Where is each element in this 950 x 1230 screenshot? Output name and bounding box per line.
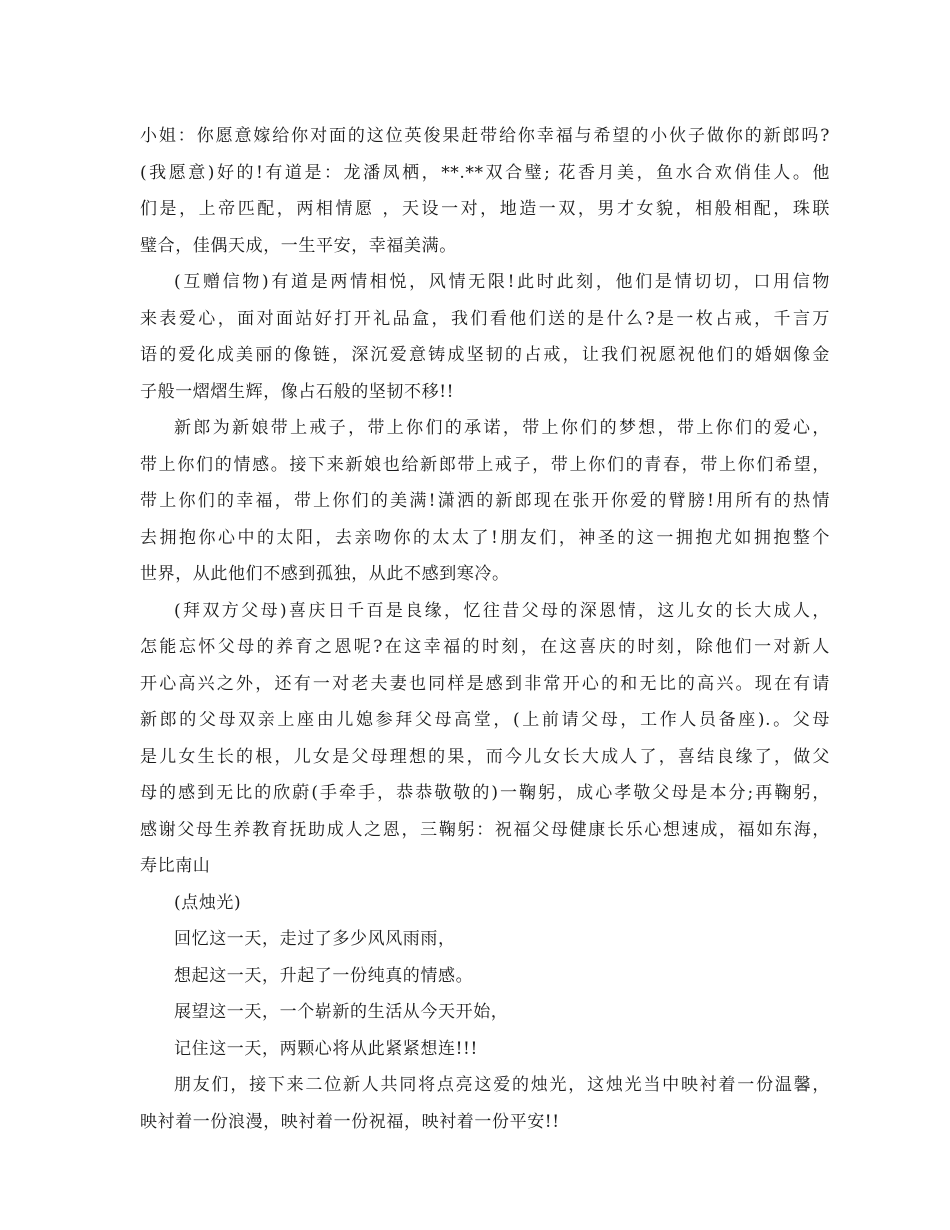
paragraph-p1 [140, 118, 830, 264]
paragraph-p4 [140, 593, 830, 885]
text-line: 璧合，佳偶天成，一生平安，幸福美满。 [140, 235, 457, 256]
document-page [140, 118, 830, 1140]
text-line: 怎能忘怀父母的养育之恩呢?在这幸福的时刻，在这喜庆的时刻，除他们一对新人 [140, 637, 830, 657]
text-line: 记住这一天，两颗心将从此紧紧想连!!! [174, 1038, 478, 1059]
text-line: 是儿女生长的根，儿女是父母理想的果，而今儿女长大成人了，喜结良缘了，做父 [140, 746, 830, 767]
paragraph-p5 [140, 885, 830, 922]
text-line: 们是，上帝匹配，两相情愿 ，天设一对，地造一双，男才女貌，相般相配，珠联 [140, 199, 830, 219]
text-line: 带上你们的幸福，带上你们的美满!潇洒的新郎现在张开你爱的臂膀!用所有的热情 [140, 491, 830, 511]
text-line: 来表爱心，面对面站好打开礼品盒，我们看他们送的是什么?是一枚占戒，千言万 [140, 308, 830, 329]
text-line: (我愿意)好的!有道是：龙潘凤栖，**.**双合璧; 花香月美，鱼水合欢俏佳人。他 [140, 162, 830, 183]
text-line: 映衬着一份浪漫，映衬着一份祝福，映衬着一份平安!! [140, 1111, 560, 1132]
text-line: (拜双方父母)喜庆日千百是良缘，忆往昔父母的深恩情，这儿女的长大成人， [174, 600, 830, 621]
text-line: (点烛光) [174, 892, 242, 913]
paragraph-p7 [140, 958, 830, 995]
text-line: 语的爱化成美丽的像链，深沉爱意铸成坚韧的占戒，让我们祝愿祝他们的婚姻像金 [140, 345, 830, 365]
paragraph-p2 [140, 264, 830, 410]
text-line: 新郎的父母双亲上座由儿媳参拜父母高堂，(上前请父母，工作人员备座).。父母 [140, 710, 830, 730]
paragraph-p10 [140, 1067, 830, 1140]
text-line: 带上你们的情感。接下来新娘也给新郎带上戒子，带上你们的青春，带上你们希望， [140, 454, 830, 475]
text-line: 子般一熠熠生辉，像占石般的坚韧不移!! [140, 381, 455, 402]
paragraph-p8 [140, 994, 830, 1031]
text-line: 想起这一天，升起了一份纯真的情感。 [174, 965, 474, 986]
text-line: 世界，从此他们不感到孤独，从此不感到寒冷。 [140, 564, 510, 584]
text-line: 开心高兴之外，还有一对老夫妻也同样是感到非常开心的和无比的高兴。现在有请 [140, 673, 830, 694]
text-line: 展望这一天，一个崭新的生活从今天开始， [174, 1002, 509, 1022]
text-line: 小姐：你愿意嫁给你对面的这位英俊果赶带给你幸福与希望的小伙子做你的新郎吗? [140, 126, 830, 146]
text-line: 感谢父母生养教育抚助成人之恩，三鞠躬：祝福父母健康长乐心想速成，福如东海， [140, 819, 830, 840]
text-line: 朋友们，接下来二位新人共同将点亮这爱的烛光，这烛光当中映衬着一份温馨， [174, 1075, 830, 1095]
paragraph-p6 [140, 921, 830, 958]
text-line: (互赠信物)有道是两情相悦，风情无限!此时此刻，他们是情切切，口用信物 [174, 272, 830, 292]
text-line: 寿比南山 [140, 856, 211, 876]
text-line: 新郎为新娘带上戒子，带上你们的承诺，带上你们的梦想，带上你们的爱心， [174, 418, 830, 438]
text-line: 母的感到无比的欣蔚(手牵手，恭恭敬敬的)一鞠躬，成心孝敬父母是本分;再鞠躬， [140, 783, 830, 803]
paragraph-p9 [140, 1031, 830, 1068]
text-line: 去拥抱你心中的太阳，去亲吻你的太太了!朋友们，神圣的这一拥抱尤如拥抱整个 [140, 527, 830, 548]
paragraph-p3 [140, 410, 830, 593]
text-line: 回忆这一天，走过了多少风风雨雨， [174, 929, 456, 949]
